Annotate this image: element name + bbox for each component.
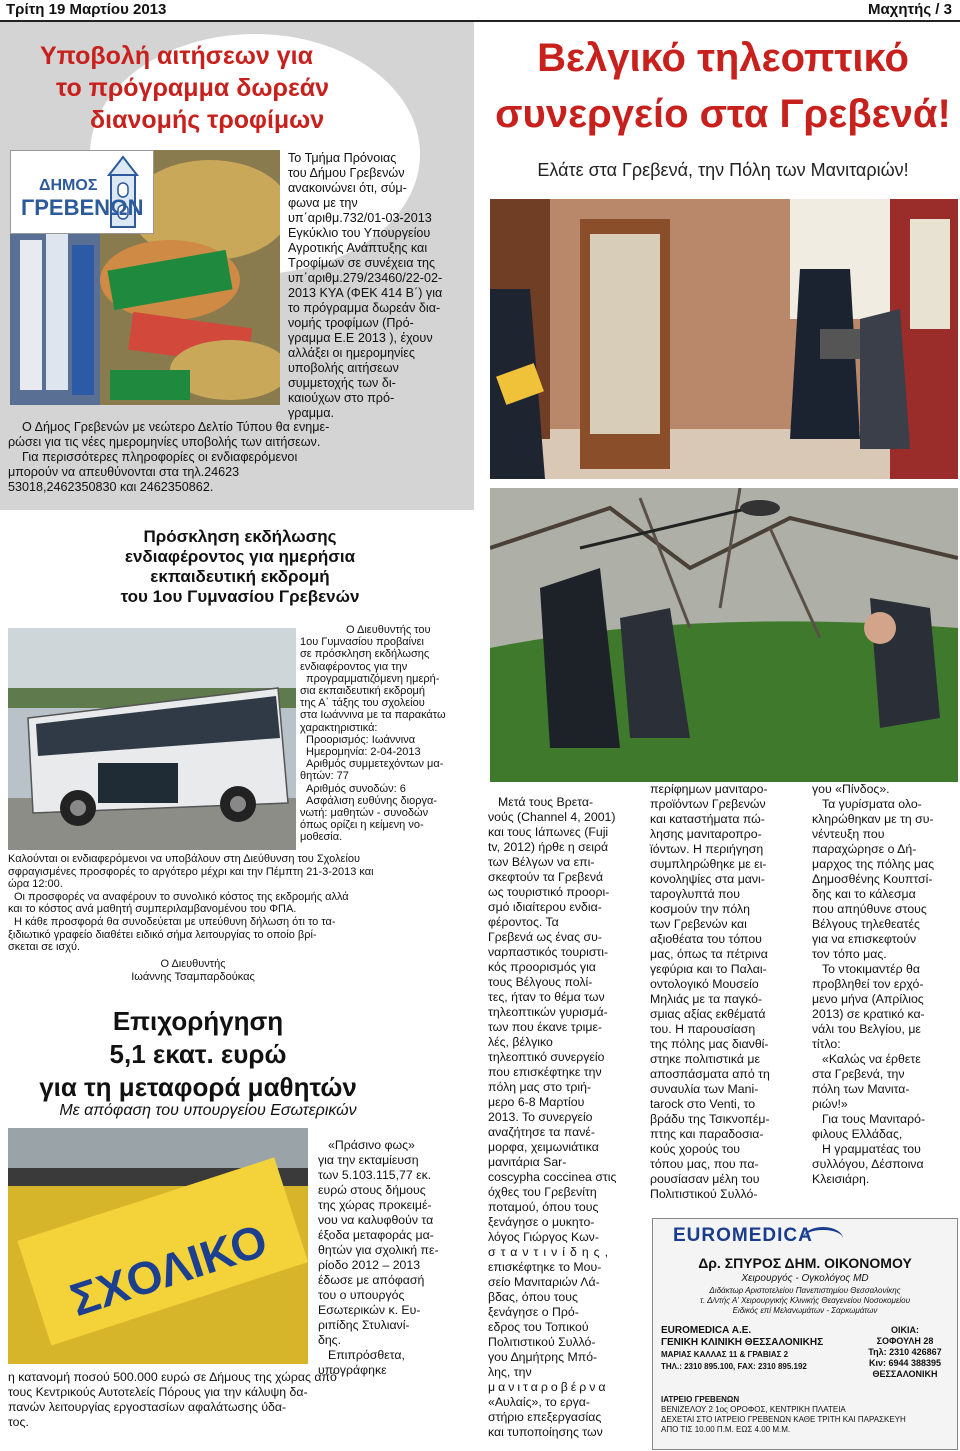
school-bus-sign-photo xyxy=(8,1128,308,1364)
page-number: Μαχητής / 3 xyxy=(867,1,952,18)
ad-clinic-address: EUROMEDICA Α.Ε. ΓΕΝΙΚΗ ΚΛΙΝΙΚΗ ΘΕΣΣΑΛΟΝΙΚΗΣ ΜΑΡΙΑΣ ΚΑΛΛΑΣ 11 & ΓΡΑΒΙΑΣ 2 ΤΗΛ.: 2310 895.100, FAX: 2310 895.192 xyxy=(661,1325,824,1371)
grant-subtitle: Με απόφαση του υπουργείου Εσωτερικών xyxy=(59,1102,357,1119)
belgian-subtitle: Ελάτε στα Γρεβενά, την Πόλη των Μανιταριών! xyxy=(537,160,909,180)
ad-brand-swoosh-icon xyxy=(803,1227,843,1250)
museum-filming-photo xyxy=(490,199,958,479)
ad-specialty: Χειρουργός - Ογκολόγος MD xyxy=(741,1273,869,1284)
excursion-signature xyxy=(8,958,378,984)
ad-brand: EUROMEDICA xyxy=(673,1225,813,1246)
ad-bio-3: Ειδικός επί Μελανωμάτων - Σαρκωμάτων xyxy=(732,1306,878,1315)
logo-text-bottom: ΓΡΕΒΕΝΩΝ xyxy=(21,195,144,220)
excursion-body: Καλούνται οι ενδιαφερόμενοι να υποβάλουν στη Διεύθυνση του Σχολείου σφραγισμένες προσφορές το αργότερο μέχρι και την Πέμπτη 21-3-2013 και ώρα 12:00. Οι προσφορές να αναφέρουν το συνολικό κόστος της εκδρομής αλλά και το κόστος ανά μαθητή συμπεριλαμβανομένου του ΦΠΑ. Η κάθε προσφορά θα συνοδεύεται με υπεύθυνη δήλωση ότι το τα- ξιδιωτικό γραφείο διαθέτει ειδικό σήμα λειτουργίας το οποίο βρί- σκεται σε ισχύ. xyxy=(8,853,374,954)
ad-doctor-name: Δρ. ΣΠΥΡΟΣ ΔΗΜ. ΟΙΚΟΝΟΜΟΥ xyxy=(698,1255,912,1271)
belgian-col-2: περίφημων μανιταρο- προϊόντων Γρεβενών και καταστήματα πώ- λησης μανιταροπρο- ϊόντων. Η περιήγηση συμπληρώθηκε με ει- κονοληψίες στα μανι- ταρογλυπτά που κοσμούν την πόλη των Γρεβενών και αξιοθέατα του τόπου μας, όπως τα πέτρινα γεφύρια και το Παλαι- οντολογικό Μουσείο Μηλιάς με τα παγκό- σμιας αξίας εκθέματά του. Η παρουσίαση της πόλης μας διανθί- στηκε πολιτιστικά με αποσπάσματα από τη συναυλία των Mani- tarock στο Venti, το βράδυ της Τσικνοπέμ- πτης και παραδοσια- κούς χορούς του τόπου μας, που πα- ρουσίασαν μέλη του Πολιτιστικού Συλλό- xyxy=(650,782,770,1201)
signer-name: Ιωάννης Τσαμπαρδούκας xyxy=(131,971,255,983)
school-bus-photo xyxy=(8,628,296,850)
grant-title: Επιχορήγηση 5,1 εκατ. ευρώ για τη μεταφορά μαθητών xyxy=(39,1006,357,1102)
euromedica-ad xyxy=(652,1218,958,1450)
logo-text-top: ΔΗΜΟΣ xyxy=(39,177,98,194)
ad-office-grevena: ΙΑΤΡΕΙΟ ΓΡΕΒΕΝΩΝ ΒΕΝΙΖΕΛΟΥ 2 1ος ΟΡΟΦΟΣ, ΚΕΝΤΡΙΚΗ ΠΛΑΤΕΙΑ ΔΕΧΕΤΑΙ ΣΤΟ ΙΑΤΡΕΙΟ ΓΡΕΒΕΝΩΝ ΚΑΘΕ ΤΡΙΤΗ ΚΑΙ ΠΑΡΑΣΚΕΥΗ ΑΠΟ ΤΙΣ 10.00 Π.Μ. ΕΩΣ 4.00 Μ.Μ. xyxy=(661,1395,906,1434)
food-story-title: Υποβολή αιτήσεων για το πρόγραμμα δωρεάν διανομής τροφίμων xyxy=(40,42,330,134)
excursion-title: Πρόσκληση εκδήλωσης ενδιαφέροντος για ημερήσια εκπαιδευτική εκδρομή του 1ου Γυμνασίου Γρεβενών xyxy=(120,527,360,606)
belgian-col-1: Μετά τους Βρετα- νούς (Channel 4, 2001) και τους Ιάπωνες (Fuji tv, 2012) ήρθε η σειρά των Βέλγων να επι- σκεφτούν τα Γρεβενά ως τουριστικό προορι- σμό ιδιαίτερου ενδια- φέροντος. Τα Γρεβενά ως ένας συ- ναρπαστικός τουριστι- κός προορισμός για τους Βέλγους πολί- τες, ήταν το θέμα των τηλεοπτικών γυρισμά- των που έκανε τριμε- λές, βέλγικο τηλεοπτικό συνεργείο που επισκέφτηκε την πόλη μας στο τριή- μερο 6-8 Μαρτίου 2013. Το συνεργείο αναζήτησε τα πανέ- μορφα, χειμωνιάτικα μανιτάρια Sar- coscypha coccinea στις όχθες του Γρεβενίτη ποταμού, όπου τους ξενάγησε ο μυκητο- λόγος Γιώργος Κων- σταντινίδης, επισκέφτηκε το Μου- σείο Μανιταριών Λά- βδας, όπου τους ξενάγησε ο Πρό- εδρος του Τοπικού Πολιτιστικού Συλλό- γου Δημήτρης Μπό- λης, την μανιταροβέρνα «Αυλαίς», το εργα- στήριο επεξεργασίας και τυποποίησης των xyxy=(488,795,617,1439)
bus-sign-word: ΣΧΟΛΙΚΟ xyxy=(63,1213,274,1327)
belgian-col-3: γου «Πίνδος». Τα γυρίσματα ολο- κληρώθηκαν με τη συ- νέντευξη που παραχώρησε ο Δή- μαρχος της πόλης μας Δημοσθένης Κουπτσί- δης και το κάλεσμα που απηύθυνε στους Βέλγους τηλεθεατές για να επισκεφτούν τον τόπο μας. Το ντοκιμαντέρ θα προβληθεί τον ερχό- μενο μήνα (Απρίλιος 2013) σε κρατικό κα- νάλι του Βελγίου, με τίτλο: «Καλώς να έρθετε στα Γρεβενά, την πόλη των Μανιτα- ριών!» Για τους Μανιταρό- φιλους Ελλάδας, Η γραμματέας του συλλόγου, Δέσποινα Κλεισιάρη. xyxy=(812,782,935,1186)
food-story-body-bottom: Ο Δήμος Γρεβενών με νεώτερο Δελτίο Τύπου θα ενημε- ρώσει για τις νέες ημερομηνίες υποβολής των αιτήσεων. Για περισσότερες πληροφορίες οι ενδιαφερόμενοι μπορούν να απευθύνονται στα τηλ.24623 53018,2462350830 και 2462350862. xyxy=(8,420,330,494)
belgian-title: Βελγικό τηλεοπτικό συνεργείο στα Γρεβενά! xyxy=(495,36,951,136)
mushroom-hunting-photo xyxy=(490,488,958,782)
grant-body-bottom: η κατανομή ποσού 500.000 ευρώ σε Δήμους της χώρας από τους Κεντρικούς Αυτοτελείς Πόρους για την κάλυψη δα- πανών λειτουργίας εργοστασίων αφαλάτωσης ύδα- τος. xyxy=(8,1370,337,1429)
issue-date: Τρίτη 19 Μαρτίου 2013 xyxy=(6,1,167,18)
ad-bio-1: Διδάκτωρ Αριστοτελείου Πανεπιστημίου Θεσσαλονίκης xyxy=(709,1286,901,1295)
ad-home-address: ΟΙΚΙΑ: ΣΟΦΟΥΛΗ 28 Τηλ: 2310 426867 Κιν: 6944 388395 ΘΕΣΣΑΛΟΝΙΚΗ xyxy=(868,1325,942,1379)
grant-body-right: «Πράσινο φως» για την εκταμίευση των 5.103.115,77 εκ. ευρώ στους δήμους της χώρας προκειμέ- νου να καλυφθούν τα έξοδα μεταφοράς μα- θητών για σχολική πε- ρίοδο 2012 – 2013 έδωσε με απόφασή του ο υπουργός Εσωτερικών κ. Ευ- ριπίδης Στυλιανί- δης. Επιπρόσθετα, υπογράφηκε xyxy=(318,1138,439,1377)
signer-role: Ο Διευθυντής xyxy=(160,958,226,970)
ad-bio-2: τ. Δ/ντής Α' Χειρουργικής Κλινικής Θεαγενείου Νοσοκομείου xyxy=(700,1296,910,1305)
municipality-logo xyxy=(10,150,154,234)
food-story-body-right: Το Τμήμα Πρόνοιας του Δήμου Γρεβενών ανακοινώνει ότι, σύμ- φωνα με την υπ΄αριθμ.732/01-03-2013 Εγκύκλιο του Υπουργείου Αγροτικής Ανάπτυξης και Τροφίμων σε συνέχεια της υπ΄αριθμ.279/23460/22-02- 2013 ΚΥΑ (ΦΕΚ 414 Β΄) για το πρόγραμμα δωρεάν δια- νομής τροφίμων (Πρό- γραμμα Ε.Ε 2013 ), έχουν αλλάξει οι ημερομηνίες υποβολής αιτήσεων συμμετοχής των δι- καιούχων στο πρό- γραμμα. xyxy=(288,151,443,420)
excursion-details: Ο Διευθυντής του 1ου Γυμνασίου προβαίνει σε πρόσκληση εκδήλωσης ενδιαφέροντος για την προγραμματιζόμενη ημερή- σια εκπαιδευτική εκδρομή της Α΄ τάξης του σχολείου στα Ιωάννινα με τα παρακάτω χαρακτηριστικά: Προορισμός: Ιωάννινα Ημερομηνία: 2-04-2013 Αριθμός συμμετεχόντων μα- θητών: 77 Αριθμός συνοδών: 6 Ασφάλιση ευθύνης διοργα- νωτή: μαθητών - συνοδών όπως ορίζει η κείμενη νο- μοθεσία. xyxy=(300,624,446,844)
